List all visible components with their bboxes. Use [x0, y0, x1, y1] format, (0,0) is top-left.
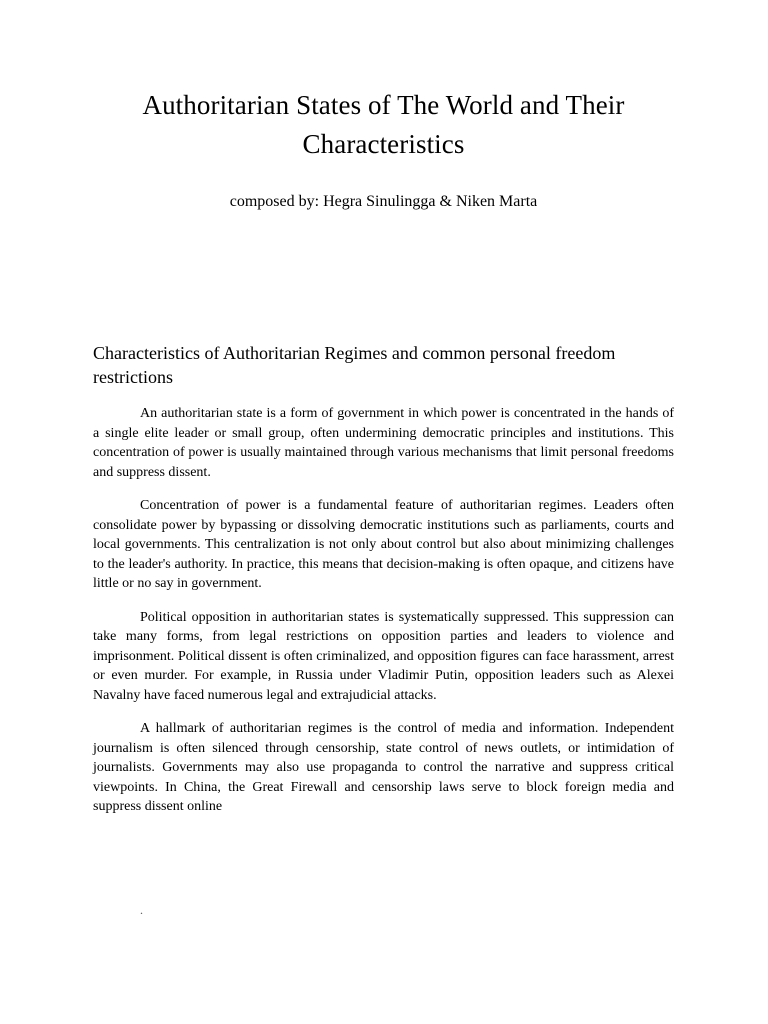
section-heading: Characteristics of Authoritarian Regimes and common personal freedom restrictions: [93, 343, 616, 387]
paragraph-2: Concentration of power is a fundamental feature of authoritarian regimes. Leaders often consolidate power by bypassing or dissolving democratic institutions such as parliaments, courts and local governments. This centralization is not only about control but also about minimizing challenges to the leader's authority. In practice, this means that decision-making is often opaque, and citizens have little or no say in government.: [93, 498, 674, 591]
paragraph-4: A hallmark of authoritarian regimes is the control of media and information. Independent journalism is often silenced through censorship, state control of news outlets, or intimidation of journalists. Governments may also use propaganda to control the narrative and suppress critical viewpoints. In China, the Great Firewall and censorship laws serve to block foreign media and suppress dissent online: [93, 721, 674, 814]
document-title: Authoritarian States of The World and Their Characteristics: [142, 90, 625, 159]
paragraph-1: An authoritarian state is a form of government in which power is concentrated in the hands of a single elite leader or small group, often undermining democratic principles and institutions. This concentration of power is usually maintained through various mechanisms that limit personal freedoms and suppress dissent.: [93, 406, 674, 480]
paragraph-3: Political opposition in authoritarian states is systematically suppressed. This suppression can take many forms, from legal restrictions on opposition parties and leaders to violence and imprisonment. Political dissent is often criminalized, and opposition figures can face harassment, arrest or even murder. For example, in Russia under Vladimir Putin, opposition leaders such as Alexei Navalny have faced numerous legal and extrajudicial attacks.: [93, 609, 674, 703]
stray-mark: .: [140, 903, 143, 917]
author-byline: composed by: Hegra Sinulingga & Niken Marta: [229, 193, 538, 210]
